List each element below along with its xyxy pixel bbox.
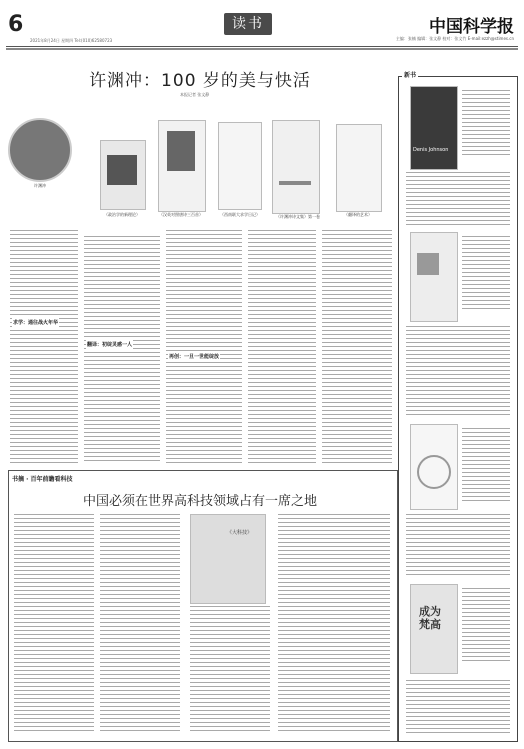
book-cover-2 (158, 120, 206, 212)
section-badge: 读书 (224, 13, 272, 35)
book-cover-1 (100, 140, 146, 210)
excerpt-column-2 (100, 514, 180, 734)
text-column-5 (322, 230, 392, 464)
portrait-photo (8, 118, 72, 182)
portrait-caption: 许渊冲 (34, 183, 46, 188)
sidebar-book-1-author: Denis Johnson (413, 147, 449, 153)
excerpt-book-title: 《大科技》 (227, 530, 253, 536)
page-number: 6 (8, 12, 24, 37)
book-cover-3 (218, 122, 262, 210)
sidebar-book-2-review (406, 326, 510, 416)
subhead-1: 求学：通往战火年华 (13, 320, 59, 326)
book-caption-3: （西南联大求学日记） (220, 212, 260, 217)
text-column-2 (84, 236, 160, 464)
text-column-1 (10, 230, 78, 464)
sidebar-book-2 (410, 232, 458, 322)
editors-line: 主编：张楠 编辑：张文静 校对：张文竹 E-mail:ezzh@stimes.cn (395, 36, 514, 41)
sidebar-book-1 (410, 86, 458, 170)
sidebar-book-4-review (406, 680, 510, 734)
sidebar-tag: 新书 (404, 72, 417, 79)
sidebar-book-4 (410, 584, 458, 674)
book-caption-5: （翻译的艺术） (344, 212, 372, 217)
issue-info: 2021年8月24日 星期四 Tel:(010)62580723 (30, 38, 113, 43)
sidebar-book-1-review (406, 172, 510, 226)
sidebar-book-3-review (406, 514, 510, 576)
sidebar-book-3-info (462, 428, 510, 504)
excerpt-column-4 (278, 514, 390, 734)
subhead-3: 再创：一旦一世能绽放 (169, 354, 220, 360)
book-cover-5 (336, 124, 382, 212)
header-rule (6, 46, 518, 47)
excerpt-title: 中国必须在世界高科技领域占有一席之地 (82, 494, 317, 509)
sidebar-book-3 (410, 424, 458, 510)
feature-byline: 本报记者 张文静 (180, 92, 210, 97)
sidebar-book-2-info (462, 236, 510, 310)
sidebar-book-4-info (462, 588, 510, 664)
book-caption-4: （许渊冲诗文集）第一卷 (276, 214, 320, 219)
sidebar-book-4-title: 成为梵高 (419, 605, 441, 631)
excerpt-column-3 (190, 606, 270, 734)
book-caption-2: （汉英对照唐诗三百首） (159, 212, 203, 217)
text-column-3 (166, 230, 242, 464)
newspaper-name: 中国科学报 (429, 17, 514, 37)
sidebar-book-1-info (462, 90, 510, 158)
excerpt-book-cover (190, 514, 266, 604)
subhead-2: 翻译：初绽灵感一人 (87, 342, 133, 348)
book-cover-4 (272, 120, 320, 214)
header-rule-thick (6, 48, 518, 50)
feature-title: 许渊冲：100 岁的美与快活 (89, 71, 311, 91)
text-column-4 (248, 230, 316, 464)
book-caption-1: （政治学的新理论） (104, 212, 140, 217)
excerpt-column-label: 书摘 · 百年前瞻看科技 (12, 476, 73, 483)
excerpt-column-1 (14, 514, 94, 734)
